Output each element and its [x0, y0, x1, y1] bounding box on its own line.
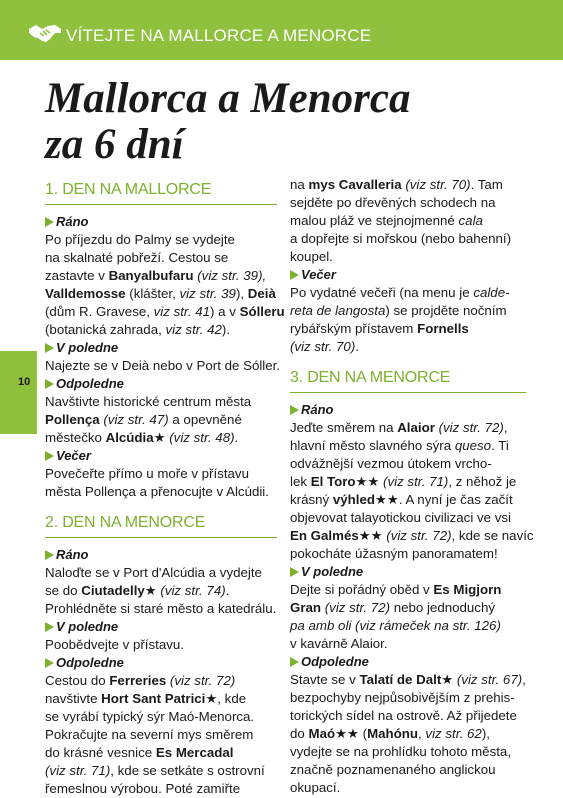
day3-odpoledne-label: Odpoledne [290, 653, 526, 671]
header-bar [0, 0, 563, 60]
day2-rano-label: Ráno [45, 546, 277, 564]
day1-rano-label: Ráno [45, 213, 277, 231]
triangle-bullet-icon [45, 217, 54, 227]
page-side-tab [0, 351, 37, 434]
triangle-bullet-icon [290, 270, 299, 280]
triangle-bullet-icon [290, 567, 299, 577]
triangle-bullet-icon [45, 451, 54, 461]
day3-rano-label: Ráno [290, 401, 526, 419]
day1-poledne-label: V poledne [45, 339, 277, 357]
day3-heading: 3. DEN NA MENORCE [290, 368, 526, 393]
page-title: Mallorca a Menorca za 6 dní [45, 75, 411, 168]
day1-heading: 1. DEN NA MALLORCE [45, 180, 277, 205]
triangle-bullet-icon [45, 622, 54, 632]
right-column: na mys Cavalleria (viz str. 70). Tam sejděte po dřevěných schodech na malou pláž ve stejnojmenné cala a dopřejte si mořskou (nebo bahenní) koupel. Večer Po vydatné večeři (na menu je calde- reta de langosta) se projděte nočním rybářským přístavem Fornells (viz str. 70). 3. DEN NA MENORCE Ráno Jeďte směrem na Alaior (viz str. 72), hlavní město slavného sýra queso. Ti odvážnější vezmou útokem vrcho- lek El Toro★★ (viz str. 71), z něhož je krásný výhled★★. A nyní je čas začít objevovat talayotickou civilizaci ve vsi En Galmés★★ (viz str. 72), kde se navíc pokocháte úžasným panoramatem! V poledne Dejte si pořádný oběd v Es Migjorn Gran (viz str. 72) nebo jednoduchý pa amb oli (viz rámeček na str. 126) v kavárně Alaior. Odpoledne Stavte se v Talatí de Dalt★ (viz str. 67), bezpochyby nejpůsobivějším z prehis- torických sídel na ostrově. Až přijedete do Maó★★ (Mahónu, viz str. 62), vydejte se na prohlídku tohoto města, značně poznamenaného anglickou okupací. [290, 177, 534, 795]
handshake-icon [28, 23, 62, 43]
triangle-bullet-icon [45, 343, 54, 353]
day2-vecer-label: Večer [290, 266, 526, 284]
triangle-bullet-icon [45, 379, 54, 389]
triangle-bullet-icon [290, 657, 299, 667]
triangle-bullet-icon [290, 405, 299, 415]
header-title: VÍTEJTE NA MALLORCE A MENORCE [66, 26, 372, 45]
day2-odpoledne-label: Odpoledne [45, 654, 277, 672]
day2-poledne-label: V poledne [45, 618, 277, 636]
day2-heading: 2. DEN NA MENORCE [45, 513, 277, 538]
left-column: 1. DEN NA MALLORCE Ráno Po příjezdu do Palmy se vydejte na skalnaté pobřeží. Cestou se zastavte v Banyalbufaru (viz str. 39), Valldemosse (klášter, viz str. 39), Deià (dům R. Gravese, viz str. 41) a v Sólleru (botanická zahrada, viz str. 42). V poledne Najezte se v Deià nebo v Port de Sóller. Odpoledne Navštivte historické centrum města Pollença (viz str. 47) a opevněné městečko Alcúdia★ (viz str. 48). Večer Povečeřte přímo u moře v přístavu města Pollença a přenocujte v Alcúdii. 2. DEN NA MENORCE Ráno Naloďte se v Port d'Alcúdia a vydejte se do Ciutadelly★ (viz str. 74). Prohlédněte si staré město a katedrálu. V poledne Poobědvejte v přístavu. Odpoledne Cestou do Ferreries (viz str. 72) navštivte Hort Sant Patrici★, kde se vyrábí typický sýr Maó-Menorca. Pokračujte na severní mys směrem do krásné vesnice Es Mercadal (viz str. 71), kde se setkáte s ostrovní řemeslnou výrobou. Poté zamiřte [45, 181, 285, 796]
triangle-bullet-icon [45, 550, 54, 560]
day1-odpoledne-label: Odpoledne [45, 375, 277, 393]
page-number: 10 [18, 376, 31, 388]
day3-poledne-label: V poledne [290, 563, 526, 581]
day1-vecer-label: Večer [45, 447, 277, 465]
triangle-bullet-icon [45, 658, 54, 668]
